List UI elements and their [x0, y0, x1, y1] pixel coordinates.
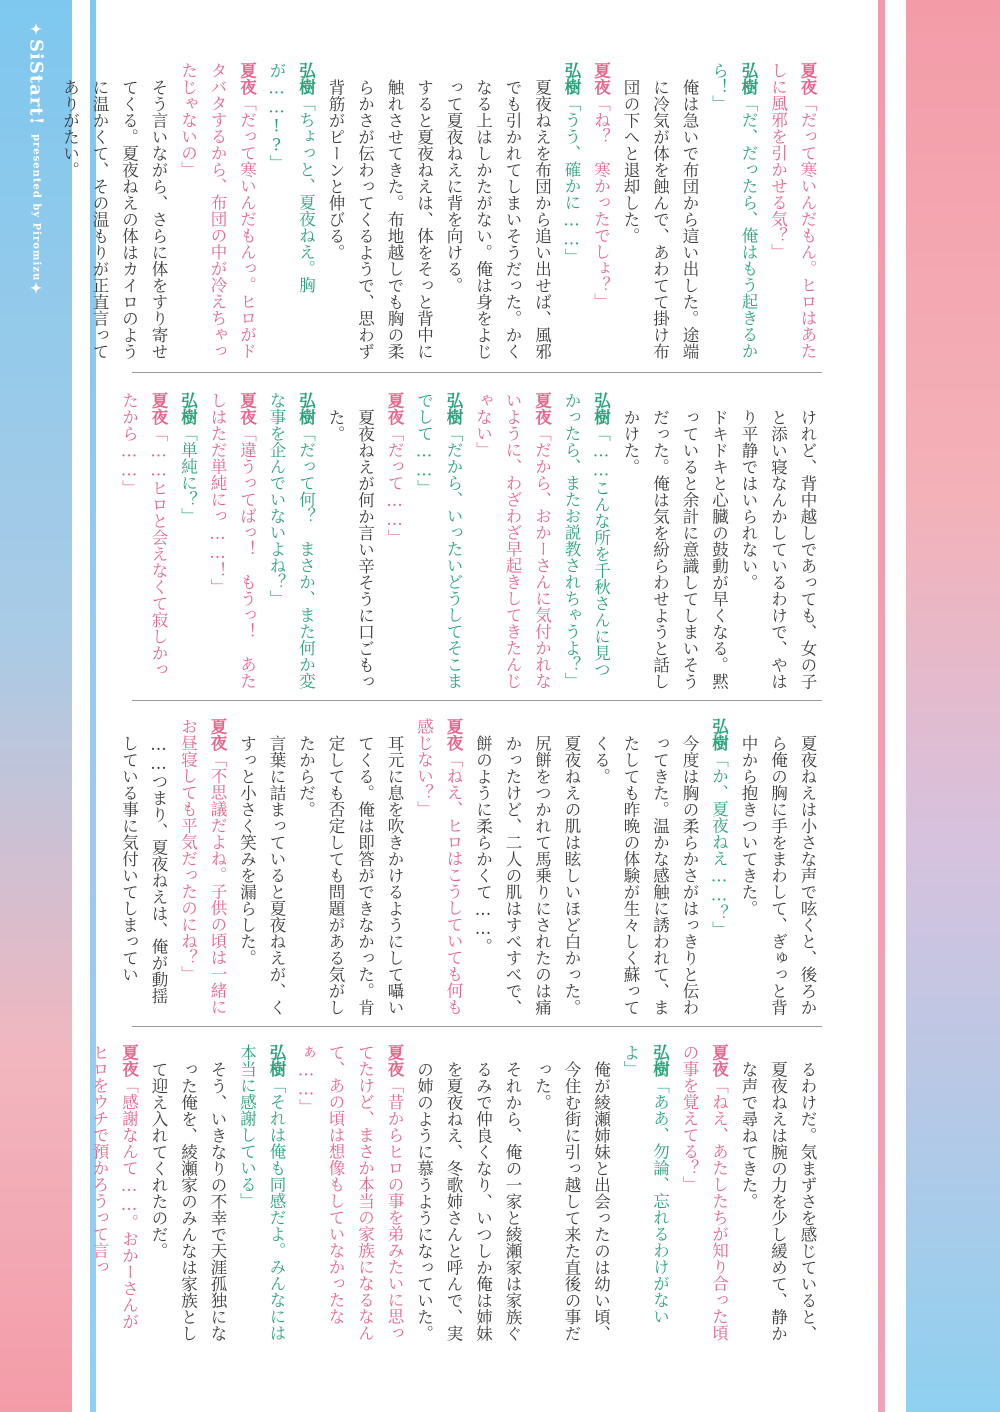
- book-title: SiStart!: [25, 39, 47, 126]
- line-text: それから、俺の一家と綾瀬家は家族ぐるみで仲良くなり、いつしか俺は姉妹を夏夜ねえ、冬歌姉さんと呼んで、実の姉のように慕うようになっていた。: [414, 1060, 522, 1341]
- credit-text: presented by Piromizu: [30, 133, 42, 281]
- right-stripe: [878, 0, 885, 1412]
- line-text: 「感謝なんて……。おかーさんがヒロをウチで預かろうって言っ: [90, 1044, 139, 1330]
- text-block-2: [119, 392, 822, 690]
- dialogue-line: [409, 392, 468, 690]
- line-text: 「だって……」: [385, 425, 404, 546]
- dialogue-line: [291, 1044, 409, 1344]
- speaker-name: 弘樹: [591, 392, 611, 425]
- speaker-name: 夏夜: [532, 392, 552, 425]
- dialogue-line: [380, 392, 410, 690]
- line-text: 「単純に？」: [178, 425, 198, 524]
- narration-paragraph: [527, 1044, 616, 1344]
- line-text: 「だって何？ まさか、また何か変な事を企んでいないよね？」: [267, 392, 316, 689]
- line-text: 「昔からヒロの事を弟みたいに思ってたけど、まさか本当の家族になるなんて、あの頃は想像もしていなかったなぁ……」: [296, 1044, 404, 1341]
- speaker-name: 弘樹: [709, 718, 729, 751]
- text-block-3: [119, 718, 822, 1016]
- speaker-name: 弘樹: [444, 392, 463, 425]
- speaker-name: 弘樹: [650, 1044, 670, 1077]
- dialogue-line: [557, 62, 587, 362]
- narration-paragraph: [734, 718, 823, 1016]
- line-text: 「ああ、勿論、忘れるわけがないよ」: [621, 1044, 670, 1325]
- speaker-name: 弘樹: [562, 62, 581, 95]
- line-text: 「だ、だったら、俺はもう起きるから！」: [709, 62, 758, 359]
- line-text: けれど、背中越しであっても、女の子と添い寝なんかしているわけで、やはり平静ではいられない。: [739, 408, 817, 689]
- speaker-name: 夏夜: [444, 718, 463, 751]
- speaker-name: 夏夜: [709, 1044, 729, 1077]
- line-text: 「……ヒロと会えなくて寂しかったから……」: [119, 392, 168, 678]
- speaker-name: 夏夜: [208, 718, 227, 751]
- dialogue-line: [262, 62, 321, 362]
- narration-paragraph: [734, 392, 823, 690]
- line-text: そう、いきなりの不幸で天涯孤独になった俺を、綾瀬家のみんなは家族として迎え入れてくれたのだ。: [149, 1060, 227, 1341]
- speaker-name: 夏夜: [385, 1044, 404, 1077]
- dialogue-line: [468, 392, 557, 690]
- dialogue-line: [704, 62, 763, 362]
- dialogue-line: [616, 1044, 675, 1344]
- dialogue-line: [409, 718, 468, 1016]
- line-text: 「違うってばっ！ もうっ！ あたしはただ単純にっ……！」: [208, 392, 257, 689]
- right-margin-band: [906, 0, 1000, 1412]
- narration-paragraph: [321, 392, 380, 690]
- line-text: 「だって寒いんだもんっ。ヒロがドタバタするから、布団の中が冷えちゃったじゃないの」: [178, 62, 257, 359]
- speaker-name: 夏夜: [119, 1044, 139, 1077]
- speaker-name: 弘樹: [178, 392, 198, 425]
- line-text: 夏夜ねえの肌は眩しいほど白かった。尻餅をつかれて馬乗りにされたのは痛かったけど、二人の肌はすべすべで、餅のように柔らかくて……。: [473, 734, 581, 1015]
- divider: [132, 700, 822, 701]
- dialogue-line: [173, 392, 203, 690]
- dialogue-line: [114, 392, 173, 690]
- line-text: 「だから、いったいどうしてそこまでして……」: [414, 392, 463, 689]
- line-text: 今度は胸の柔らかさがはっきりと伝わってきた。温かな感触に誘われて、またしても昨晩の体験が生々しく蘇ってくる。: [591, 734, 699, 1015]
- text-block-1: [60, 62, 822, 362]
- narration-paragraph: [586, 718, 704, 1016]
- divider: [132, 1026, 822, 1027]
- line-text: 俺は急いで布団から這い出した。途端に冷気が体を蝕んで、あわてて掛け布団の下へと退却した。: [621, 78, 699, 359]
- line-text: 俺が綾瀬姉妹と出会ったのは幼い頃、今住む街に引っ越して来た直後の事だった。: [532, 1060, 611, 1341]
- narration-paragraph: [321, 62, 439, 362]
- narration-paragraph: [114, 718, 173, 1016]
- line-text: 「それは俺も同感だよ。みんなには本当に感謝している」: [237, 1044, 286, 1341]
- narration-paragraph: [232, 718, 291, 1016]
- speaker-name: 弘樹: [739, 62, 758, 95]
- line-text: 「ねえ、あたしたちが知り合った頃の事を覚えてる？」: [680, 1044, 729, 1341]
- text-page: [60, 0, 878, 1412]
- dialogue-line: [173, 62, 262, 362]
- line-text: 「ね？ 寒かったでしょ？」: [591, 95, 611, 310]
- line-text: るわけだ。気まずさを感じていると、夏夜ねえは腕の力を少し緩めて、静かな声で尋ねてきた。: [739, 1060, 817, 1341]
- speaker-name: 夏夜: [237, 62, 257, 95]
- line-text: すると夏夜ねえは、体をそっと背中に触れさせてきた。布地越しでも胸の柔らかさが伝わってくるようで、思わず背筋がピーンと伸びる。: [326, 78, 434, 359]
- star-icon: ✦: [28, 280, 44, 298]
- line-text: そう言いながら、さらに体をすり寄せてくる。夏夜ねえの体はカイロのように温かくて、その温もりが正直言ってありがたい。: [60, 78, 168, 359]
- line-text: 「……こんな所を千秋さんに見つかったら、またお説教されちゃうよ？」: [562, 392, 611, 689]
- dialogue-line: [173, 718, 232, 1016]
- line-text: 「か、夏夜ねえ……？」: [709, 751, 729, 938]
- dialogue-line: [203, 392, 262, 690]
- narration-paragraph: [616, 392, 734, 690]
- narration-paragraph: [291, 718, 409, 1016]
- line-text: 夏夜ねえが何か言い辛そうに口ごもった。: [326, 408, 375, 689]
- line-text: 「うう、確かに……」: [562, 95, 581, 265]
- line-text: ……つまり、夏夜ねえは、俺が動揺している事に気付いてしまってい: [119, 734, 168, 1004]
- line-text: 夏夜ねえは小さな声で呟くと、後ろから俺の胸に手をまわして、ぎゅっと背中から抱きついてきた。: [739, 734, 817, 1015]
- narration-paragraph: [734, 1044, 823, 1344]
- line-text: 「ちょっと、夏夜ねえ。胸が……!?」: [267, 62, 316, 293]
- dialogue-line: [763, 62, 822, 362]
- speaker-name: 夏夜: [798, 62, 817, 95]
- narration-paragraph: [409, 1044, 527, 1344]
- dialogue-line: [557, 392, 616, 690]
- narration-paragraph: [439, 62, 557, 362]
- text-block-4: [90, 1044, 822, 1344]
- narration-paragraph: [144, 1044, 233, 1344]
- line-text: 「不思議だよね。子供の頃は一緒にお昼寝しても平気だったのにね？」: [178, 718, 227, 1015]
- line-text: 夏夜ねえを布団から追い出せば、風邪でも引かれてしまいそうだった。かくなる上はしかたがない。俺は身をよじって夏夜ねえに背を向ける。: [444, 78, 552, 359]
- dialogue-line: [675, 1044, 734, 1344]
- narration-paragraph: [616, 62, 705, 362]
- speaker-name: 夏夜: [385, 392, 404, 425]
- narration-paragraph: [55, 62, 173, 362]
- dialogue-line: [262, 392, 321, 690]
- speaker-name: 夏夜: [591, 62, 611, 95]
- narration-paragraph: [468, 718, 586, 1016]
- dialogue-line: [586, 62, 616, 362]
- line-text: 言葉に詰まっていると夏夜ねえが、くすっと小さく笑みを漏らした。: [237, 734, 286, 1015]
- divider: [132, 372, 822, 373]
- line-text: 「ねえ、ヒロはこうしていても何も感じない？」: [414, 718, 463, 1015]
- line-text: 「だって寒いんだもん。ヒロはあたしに風邪を引かせる気？」: [768, 62, 817, 359]
- line-text: 耳元に息を吹きかけるようにして囁いてくる。俺は即答ができなかった。肯定しても否定しても問題がある気がしたからだ。: [296, 734, 404, 1015]
- dialogue-line: [85, 1044, 144, 1344]
- dialogue-line: [704, 718, 734, 1016]
- star-icon: ✦: [28, 22, 44, 39]
- dialogue-line: [232, 1044, 291, 1344]
- line-text: 「だから、おかーさんに気付かれないように、わざわざ早起きしてきたんじゃない」: [473, 392, 552, 689]
- speaker-name: 弘樹: [296, 392, 316, 425]
- speaker-name: 夏夜: [237, 392, 257, 425]
- line-text: ドキドキと心臓の鼓動が早くなる。黙っていると余計に意識してしまいそうだった。俺は気を紛らわせようと話しかけた。: [621, 408, 729, 689]
- speaker-name: 弘樹: [267, 1044, 286, 1077]
- speaker-name: 弘樹: [296, 62, 316, 95]
- speaker-name: 夏夜: [149, 392, 168, 425]
